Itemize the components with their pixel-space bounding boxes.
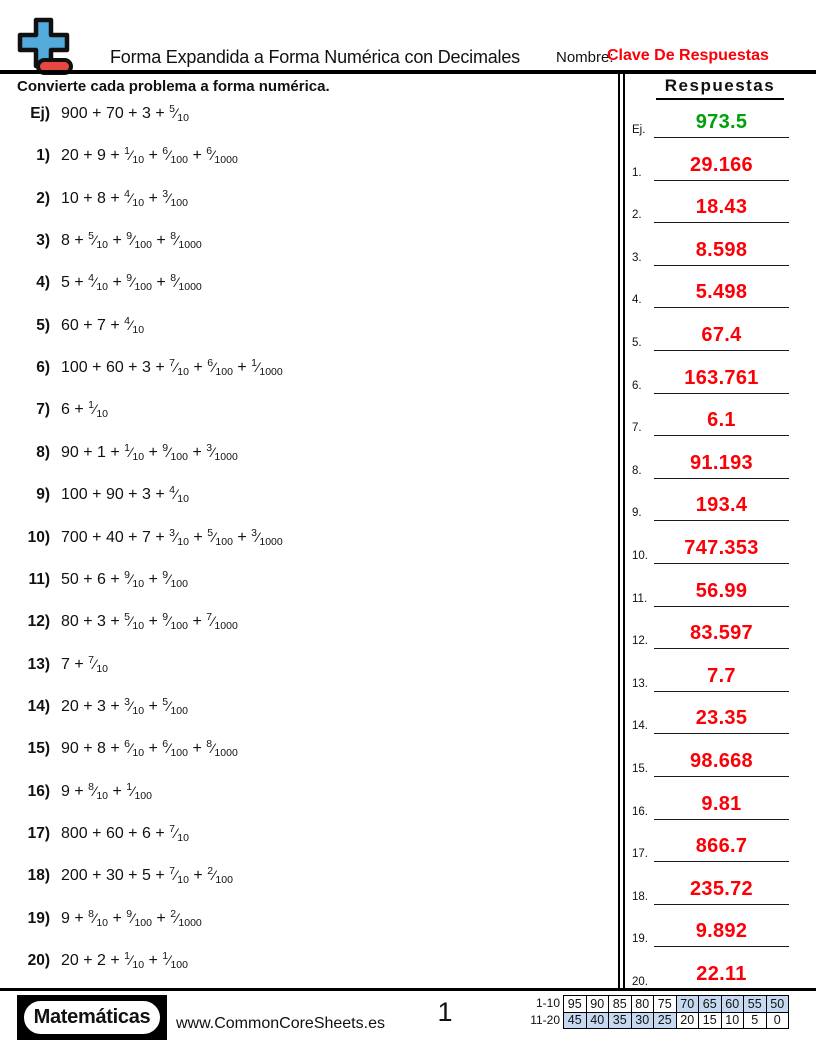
answer-row — [626, 181, 812, 223]
answer-value: 193.4 — [695, 494, 748, 517]
answer-row — [626, 479, 812, 521]
fraction: $^5$⁄10 — [88, 230, 109, 252]
problem-expression: 20 + 2 + $^1$⁄10 + $^1$⁄100 — [61, 950, 188, 971]
score-range-label: 1-10 — [535, 996, 560, 1010]
matematicas-logo — [17, 995, 167, 1040]
score-grid — [563, 995, 789, 1029]
fraction: $^1$⁄10 — [124, 950, 145, 971]
column-divider — [618, 74, 625, 988]
score-cell: 55 — [743, 996, 766, 1012]
answer-value: 67.4 — [701, 324, 742, 346]
problem-row — [0, 952, 612, 986]
problem-row — [0, 822, 612, 859]
fraction: $^9$⁄100 — [162, 568, 188, 590]
score-cell: 70 — [676, 996, 699, 1012]
score-cell: 25 — [653, 1013, 676, 1029]
answer-value: 29.166 — [690, 153, 753, 176]
answer-row — [626, 905, 812, 947]
problem-row — [0, 314, 612, 351]
problem-expression: 800 + 60 + 6 + $^7$⁄10 — [61, 822, 189, 844]
page-title: Forma Expandida a Forma Numérica con Decimales — [110, 47, 520, 67]
answer-row — [626, 224, 812, 266]
problem-number: 3) — [36, 232, 50, 250]
fraction: $^4$⁄10 — [124, 314, 145, 336]
problem-number: 14) — [27, 697, 50, 715]
answer-row — [626, 948, 812, 990]
fraction: $^2$⁄100 — [207, 865, 233, 887]
problem-row — [0, 187, 612, 224]
answer-row — [626, 692, 812, 734]
answer-row — [626, 266, 812, 308]
score-range-label: 11-20 — [530, 1012, 560, 1027]
answer-row — [626, 96, 812, 138]
fraction: $^8$⁄10 — [88, 780, 109, 802]
answer-number: 13. — [632, 677, 648, 690]
answer-number: Ej. — [632, 124, 646, 136]
answer-number: 8. — [632, 464, 642, 477]
score-cell: 30 — [631, 1013, 654, 1029]
answer-row — [626, 522, 812, 564]
fraction: $^1$⁄10 — [124, 441, 145, 463]
answer-row — [626, 607, 812, 649]
answer-number: 7. — [632, 422, 642, 435]
fraction: $^9$⁄10 — [124, 568, 145, 590]
problem-number: 15) — [27, 740, 50, 758]
problem-row — [0, 695, 612, 732]
answer-value: 5.498 — [695, 281, 748, 304]
fraction: $^9$⁄100 — [126, 272, 152, 294]
problem-expression: 50 + 6 + $^9$⁄10 + $^9$⁄100 — [61, 568, 188, 590]
problem-expression: 9 + $^8$⁄10 + $^9$⁄100 + $^2$⁄1000 — [61, 907, 202, 929]
problem-number: 11) — [28, 570, 50, 588]
fraction: $^6$⁄100 — [162, 145, 188, 167]
problem-number: 9) — [36, 486, 50, 504]
score-cell: 80 — [631, 996, 654, 1012]
answer-value: 8.598 — [695, 238, 748, 261]
answer-number: 15. — [632, 763, 648, 775]
score-cell: 0 — [766, 1013, 789, 1029]
fraction: $^9$⁄100 — [162, 611, 188, 633]
problem-row — [0, 867, 612, 901]
matematicas-logo-label: Matemáticas — [22, 999, 162, 1036]
problem-row — [0, 232, 612, 266]
answer-value: 6.1 — [707, 409, 736, 432]
answer-number: 6. — [632, 379, 642, 392]
problem-row — [0, 653, 612, 690]
problem-number: 13) — [27, 655, 50, 673]
fraction: $^5$⁄100 — [207, 526, 233, 548]
answer-number: 12. — [632, 635, 648, 648]
score-row — [564, 1012, 788, 1029]
header-divider-line — [0, 70, 816, 74]
answer-number: 19. — [632, 933, 648, 946]
fraction: $^4$⁄10 — [169, 484, 189, 506]
answer-number: 4. — [632, 294, 642, 307]
answer-value: 973.5 — [695, 111, 748, 133]
problem-expression: 90 + 8 + $^6$⁄10 + $^6$⁄100 + $^8$⁄1000 — [61, 738, 238, 760]
fraction: $^9$⁄100 — [126, 907, 152, 929]
problem-row — [0, 147, 612, 181]
problem-number: 10) — [27, 528, 50, 546]
fraction: $^9$⁄100 — [162, 441, 188, 463]
score-cell: 90 — [586, 996, 609, 1012]
problem-number: 17) — [27, 824, 50, 842]
problem-row — [0, 526, 612, 563]
problem-number: 8) — [36, 443, 50, 461]
problem-number: 12) — [27, 613, 50, 631]
answer-row — [626, 437, 812, 479]
answer-value: 98.668 — [690, 750, 753, 772]
fraction: $^3$⁄10 — [169, 526, 189, 548]
problem-expression: 60 + 7 + $^4$⁄10 — [61, 314, 145, 336]
answer-number: 2. — [632, 209, 642, 222]
problem-number: 20) — [27, 952, 50, 969]
fraction: $^8$⁄1000 — [170, 272, 202, 294]
score-cell: 65 — [698, 996, 721, 1012]
score-cell: 75 — [653, 996, 676, 1012]
fraction: $^6$⁄10 — [124, 738, 145, 760]
problem-expression: 900 + 70 + 3 + $^5$⁄10 — [61, 103, 189, 124]
score-cell: 85 — [608, 996, 631, 1012]
answer-value: 163.761 — [684, 366, 759, 389]
instruction-text: Convierte cada problema a forma numérica. — [17, 78, 330, 95]
problem-expression: 20 + 3 + $^3$⁄10 + $^5$⁄100 — [61, 695, 188, 717]
problem-number: 1) — [36, 147, 50, 165]
answer-value: 747.353 — [684, 537, 759, 559]
answer-row — [626, 139, 812, 181]
answer-row — [626, 863, 812, 905]
problem-number: 19) — [27, 909, 50, 927]
page-number: 1 — [437, 997, 453, 1027]
problem-row — [0, 359, 612, 393]
answer-number: 9. — [632, 507, 642, 520]
website-url: www.CommonCoreSheets.es — [176, 1015, 385, 1032]
fraction: $^3$⁄10 — [124, 695, 145, 717]
problem-number: 7) — [36, 401, 50, 419]
problem-row — [0, 740, 612, 774]
fraction: $^1$⁄100 — [126, 780, 152, 802]
fraction: $^1$⁄10 — [124, 145, 145, 167]
problem-row — [0, 441, 612, 478]
answer-value: 235.72 — [690, 877, 753, 900]
problem-expression: 100 + 60 + 3 + $^7$⁄10 + $^6$⁄100 + $^1$⁄1000 — [61, 357, 283, 379]
answer-number: 3. — [632, 251, 642, 264]
score-cell: 15 — [698, 1013, 721, 1029]
answer-value: 18.43 — [695, 196, 748, 219]
fraction: $^8$⁄10 — [88, 907, 109, 929]
problem-number: Ej) — [30, 105, 50, 122]
problem-number: 4) — [36, 274, 50, 292]
answer-number: 17. — [632, 848, 648, 861]
score-cell: 10 — [721, 1013, 744, 1029]
answer-value: 22.11 — [696, 963, 747, 985]
answer-value: 23.35 — [695, 707, 748, 730]
problem-expression: 10 + 8 + $^4$⁄10 + $^3$⁄100 — [61, 187, 188, 209]
problem-expression: 90 + 1 + $^1$⁄10 + $^9$⁄100 + $^3$⁄1000 — [61, 441, 238, 463]
score-cell: 95 — [567, 996, 582, 1011]
score-row — [564, 996, 788, 1012]
answer-number: 14. — [632, 720, 648, 733]
problem-expression: 20 + 9 + $^1$⁄10 + $^6$⁄100 + $^6$⁄1000 — [61, 145, 238, 167]
problem-expression: 100 + 90 + 3 + $^4$⁄10 — [61, 484, 189, 506]
fraction: $^4$⁄10 — [124, 187, 145, 209]
problem-expression: 200 + 30 + 5 + $^7$⁄10 + $^2$⁄100 — [61, 865, 233, 887]
score-cell: 45 — [564, 1013, 586, 1029]
score-cell: 35 — [608, 1013, 631, 1029]
answer-number: 11. — [632, 592, 648, 605]
score-table — [527, 995, 789, 1029]
answer-number: 5. — [632, 337, 642, 349]
fraction: $^6$⁄1000 — [206, 145, 238, 167]
problem-row — [0, 486, 612, 520]
problem-number: 6) — [36, 359, 50, 377]
answer-value: 91.193 — [690, 451, 753, 474]
answer-row — [626, 309, 812, 351]
answer-row — [626, 778, 812, 820]
answer-number: 16. — [632, 805, 648, 818]
problem-row — [0, 568, 612, 605]
fraction: $^7$⁄10 — [88, 653, 109, 675]
problem-expression: 700 + 40 + 7 + $^3$⁄10 + $^5$⁄100 + $^3$⁄1000 — [61, 526, 283, 548]
answer-row — [626, 735, 812, 777]
fraction: $^3$⁄1000 — [206, 441, 238, 463]
problem-expression: 5 + $^4$⁄10 + $^9$⁄100 + $^8$⁄1000 — [61, 272, 202, 294]
problem-expression: 7 + $^7$⁄10 — [61, 653, 109, 675]
fraction: $^7$⁄1000 — [206, 611, 238, 633]
answer-value: 56.99 — [695, 579, 748, 602]
problem-expression: 8 + $^5$⁄10 + $^9$⁄100 + $^8$⁄1000 — [61, 230, 202, 252]
fraction: $^1$⁄1000 — [251, 357, 283, 379]
fraction: $^7$⁄10 — [169, 822, 189, 844]
fraction: $^1$⁄10 — [88, 399, 109, 421]
fraction: $^6$⁄100 — [207, 357, 233, 379]
fraction: $^3$⁄100 — [162, 187, 188, 209]
fraction: $^9$⁄100 — [126, 230, 152, 252]
answer-number: 18. — [632, 890, 648, 903]
fraction: $^6$⁄100 — [162, 738, 188, 760]
answer-row — [626, 352, 812, 394]
answer-row — [626, 565, 812, 607]
answer-row — [626, 650, 812, 692]
problem-row — [0, 105, 612, 139]
problem-number: 16) — [27, 782, 50, 800]
score-cell: 40 — [586, 1013, 609, 1029]
problem-number: 18) — [27, 867, 50, 885]
answer-row — [626, 394, 812, 436]
score-cell: 5 — [743, 1013, 766, 1029]
answer-number: 20. — [632, 976, 648, 988]
fraction: $^3$⁄1000 — [251, 526, 283, 548]
problem-number: 5) — [36, 316, 50, 334]
fraction: $^5$⁄10 — [169, 103, 189, 124]
score-cell: 60 — [721, 996, 744, 1012]
problem-row — [0, 907, 612, 944]
score-cell: 20 — [676, 1013, 699, 1029]
answer-number: 1. — [632, 166, 642, 179]
name-label: Nombre: — [556, 49, 614, 66]
problem-row — [0, 613, 612, 647]
answer-row — [626, 820, 812, 862]
answer-value: 9.892 — [695, 920, 748, 943]
fraction: $^8$⁄1000 — [170, 230, 202, 252]
fraction: $^2$⁄1000 — [170, 907, 202, 929]
answer-value: 9.81 — [701, 792, 742, 815]
footer-divider-line — [0, 988, 816, 991]
fraction: $^7$⁄10 — [169, 865, 189, 887]
problem-row — [0, 401, 612, 435]
name-value: Clave De Respuestas — [607, 47, 769, 64]
fraction: $^4$⁄10 — [88, 272, 109, 294]
problem-expression: 9 + $^8$⁄10 + $^1$⁄100 — [61, 780, 152, 802]
fraction: $^5$⁄100 — [162, 695, 188, 717]
problem-number: 2) — [36, 189, 50, 207]
problem-expression: 6 + $^1$⁄10 — [61, 399, 109, 421]
problem-row — [0, 274, 612, 308]
answer-value: 83.597 — [690, 622, 753, 645]
answer-value: 866.7 — [695, 835, 748, 858]
score-cell: 50 — [766, 996, 789, 1012]
fraction: $^5$⁄10 — [124, 611, 145, 633]
answer-value: 7.7 — [707, 664, 736, 687]
answers-column-title: Respuestas — [656, 76, 784, 100]
fraction: $^1$⁄100 — [162, 950, 188, 971]
problem-expression: 80 + 3 + $^5$⁄10 + $^9$⁄100 + $^7$⁄1000 — [61, 611, 238, 633]
fraction: $^8$⁄1000 — [206, 738, 238, 760]
answer-number: 10. — [632, 550, 648, 562]
score-range-labels — [527, 995, 560, 1029]
fraction: $^7$⁄10 — [169, 357, 189, 379]
problem-row — [0, 780, 612, 817]
